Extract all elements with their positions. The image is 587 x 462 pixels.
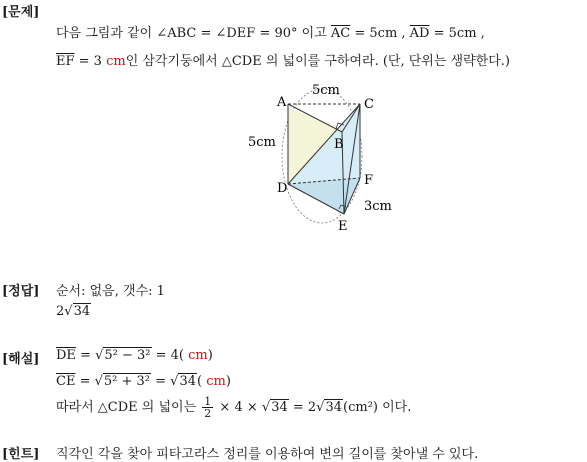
vertex-f-label: F <box>364 173 374 188</box>
vertex-d-label: D <box>277 181 288 196</box>
hint-text: 직각인 각을 찾아 피타고라스 정리를 이용하여 변의 길이를 찾아낼 수 있다. <box>56 447 479 462</box>
answer-label: [정답] <box>2 284 40 299</box>
solution-ce-line: $\overline{CE} = √5^2 + 3^2 = √34$( cm) <box>56 374 231 389</box>
vertex-a-label: A <box>277 95 287 110</box>
solution-de-line: $\overline{DE} = √5^2 - 3^2 = 4$( cm) <box>56 348 213 363</box>
vertex-b-label: B <box>334 137 344 152</box>
solution-label: [해설] <box>2 352 40 367</box>
bottom-length-label: 3cm <box>364 199 392 214</box>
top-length-label: 5cm <box>312 83 340 98</box>
problem-label: [문제] <box>2 5 40 20</box>
answer-value: 2√34 <box>56 304 91 319</box>
left-length-label: 5cm <box>248 135 276 150</box>
vertex-c-label: C <box>364 97 374 112</box>
one-half-fraction: $\frac{1}{2}$ <box>204 395 212 420</box>
solution-area-line: 따라서 △CDE 의 넓이는 $\frac{1}{2}$ × 4 × √34 = 2√34(cm²) 이다. <box>56 395 412 420</box>
answer-order-count: 순서: 없음, 갯수: 1 <box>56 284 165 299</box>
hint-label: [힌트] <box>2 447 40 462</box>
vertex-e-label: E <box>338 219 348 234</box>
problem-line-1: 다음 그림과 같이 ∠ABC = ∠DEF = 90° 이고 $\overline{AC} = 5cm$ , $\overline{AD} = 5cm$ , <box>56 26 485 41</box>
problem-line-2: $\overline{EF} = 3$ cm인 삼각기둥에서 △CDE 의 넓이를 구하여라. (단, 단위는 생략한다.) <box>56 54 510 69</box>
triangular-prism-figure <box>240 76 410 238</box>
